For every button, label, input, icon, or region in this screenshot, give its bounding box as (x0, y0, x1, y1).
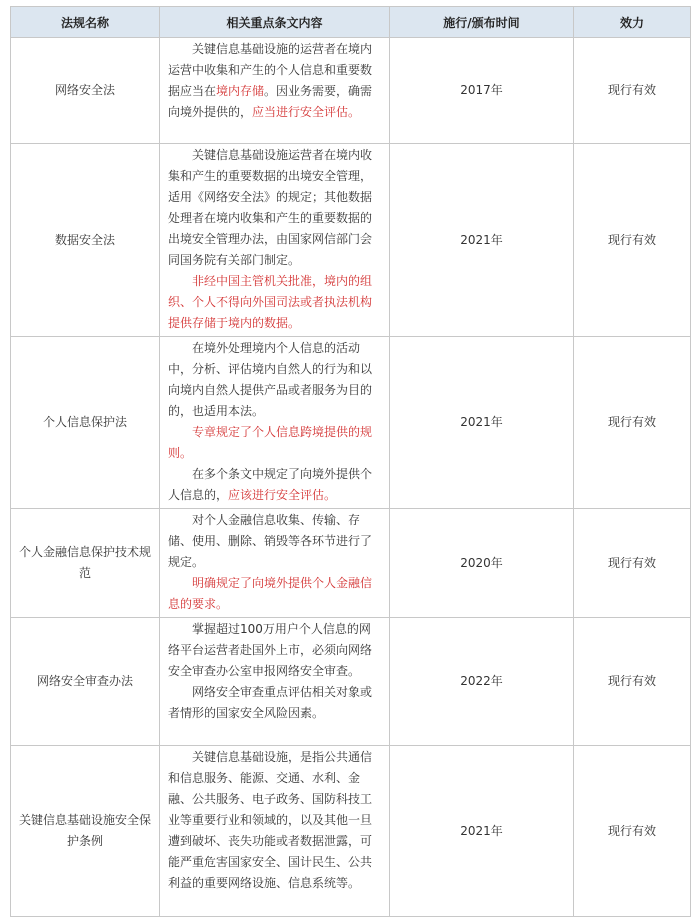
header-content: 相关重点条文内容 (160, 7, 390, 38)
law-content (160, 144, 390, 337)
highlight-text: 应当进行安全评估。 (252, 105, 361, 119)
content-paragraph: 关键信息基础设施运营者在境内收集和产生的重要数据的出境安全管理，适用《网络安全法》的规定；其他数据处理者在境内收集和产生的重要数据的出境安全管理办法，由国家网信部门会同国务院有关部门制定。 (168, 148, 373, 267)
law-status: 现行有效 (574, 337, 691, 509)
law-status: 现行有效 (574, 746, 691, 917)
content-paragraph (168, 39, 381, 123)
law-status: 现行有效 (574, 509, 691, 618)
table-row (11, 509, 691, 618)
law-content (160, 337, 390, 509)
regulations-table (10, 6, 691, 917)
table-row (11, 618, 691, 746)
content-text: 在多个条文中规定了向境外提供个人信息的， (168, 467, 373, 502)
law-content (160, 509, 390, 618)
law-name: 数据安全法 (11, 144, 160, 337)
law-status: 现行有效 (574, 618, 691, 746)
header-law-name: 法规名称 (11, 7, 160, 38)
law-content (160, 38, 390, 144)
content-paragraph: 网络安全审查重点评估相关对象或者情形的国家安全风险因素。 (168, 685, 373, 720)
content-paragraph: 掌握超过100万用户个人信息的网络平台运营者赴国外上市，必须向网络安全审查办公室申报网络安全审查。 (168, 622, 373, 678)
table-row (11, 144, 691, 337)
header-status: 效力 (574, 7, 691, 38)
content-paragraph: 对个人金融信息收集、传输、存储、使用、删除、销毁等各环节进行了规定。 (168, 513, 373, 569)
law-name: 网络安全审查办法 (11, 618, 160, 746)
law-content (160, 746, 390, 917)
content-text: 关键信息基础设施的运营者在境内运营中收集和产生的个人信息和重要数据应当在 (168, 42, 373, 98)
highlight-paragraph: 明确规定了向境外提供个人金融信息的要求。 (168, 576, 373, 611)
header-date: 施行/颁布时间 (390, 7, 574, 38)
law-date: 2020年 (390, 509, 574, 618)
content-paragraph (168, 464, 381, 506)
table-row (11, 38, 691, 144)
content-paragraph: 关键信息基础设施，是指公共通信和信息服务、能源、交通、水利、金融、公共服务、电子政务、国防科技工业等重要行业和领域的，以及其他一旦遭到破坏、丧失功能或者数据泄露，可能严重危害国家安全、国计民生、公共利益的重要网络设施、信息系统等。 (168, 750, 373, 890)
content-paragraph: 在境外处理境内个人信息的活动中，分析、评估境内自然人的行为和以向境内自然人提供产品或者服务为目的的，也适用本法。 (168, 341, 373, 418)
law-date: 2022年 (390, 618, 574, 746)
highlight-paragraph: 专章规定了个人信息跨境提供的规则。 (168, 425, 373, 460)
law-name: 个人信息保护法 (11, 337, 160, 509)
table-row (11, 746, 691, 917)
law-date: 2021年 (390, 746, 574, 917)
law-status: 现行有效 (574, 144, 691, 337)
law-name: 网络安全法 (11, 38, 160, 144)
highlight-paragraph: 非经中国主管机关批准，境内的组织、个人不得向外国司法或者执法机构提供存储于境内的数据。 (168, 274, 373, 330)
highlight-text: 应该进行安全评估。 (228, 488, 337, 502)
law-name: 关键信息基础设施安全保护条例 (11, 746, 160, 917)
law-date: 2021年 (390, 144, 574, 337)
table-row (11, 337, 691, 509)
law-date: 2017年 (390, 38, 574, 144)
highlight-text: 境内存储 (216, 84, 265, 98)
law-content (160, 618, 390, 746)
law-name: 个人金融信息保护技术规范 (11, 509, 160, 618)
content-text: 。因业务需要，确需向境外提供的， (168, 84, 373, 119)
law-status: 现行有效 (574, 38, 691, 144)
law-date: 2021年 (390, 337, 574, 509)
header-row (11, 7, 691, 38)
